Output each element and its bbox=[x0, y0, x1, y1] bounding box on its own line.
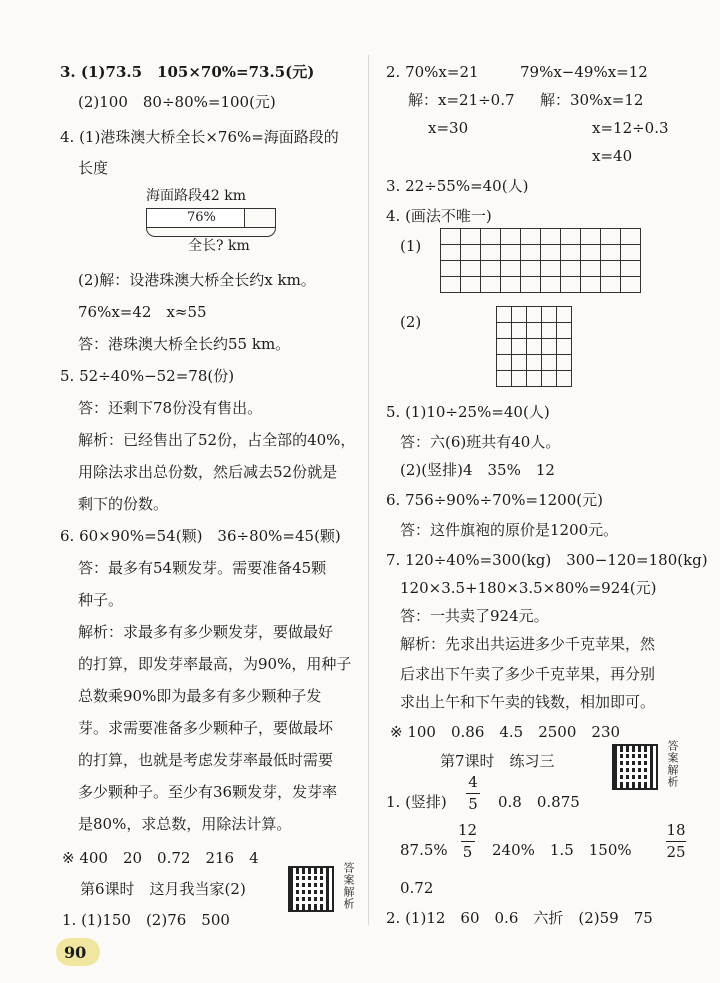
grid-cell bbox=[512, 307, 527, 323]
right-q7-line6: 求出上午和下午卖的钱数，相加即可。 bbox=[400, 693, 656, 711]
left-q6-line1: 6. 60×90%=54(颗) 36÷80%=45(颗) bbox=[60, 527, 341, 545]
grid-cell bbox=[561, 261, 581, 277]
fraction-denominator: 5 bbox=[462, 843, 473, 861]
right-q6-line1: 6. 756÷90%÷70%=1200(元) bbox=[386, 491, 603, 509]
qr-code-icon[interactable] bbox=[612, 744, 658, 790]
fraction-4-5 bbox=[466, 774, 480, 813]
right-q6-line2: 答：这件旗袍的原价是1200元。 bbox=[400, 521, 619, 539]
grid-cell bbox=[557, 355, 572, 371]
grid-cell bbox=[561, 245, 581, 261]
grid-cell bbox=[581, 277, 601, 293]
lesson6-title: 第6课时 这月我当家(2) bbox=[80, 880, 246, 898]
left-q3-line1: 3. (1)73.5 105×70%=73.5(元) bbox=[60, 63, 315, 81]
lesson7-q1-rest: 0.8 0.875 bbox=[498, 793, 580, 811]
right-q4-part2-label: (2) bbox=[400, 313, 422, 331]
grid-cell bbox=[557, 307, 572, 323]
fraction-denominator: 5 bbox=[468, 795, 478, 813]
diagram-percent: 76% bbox=[187, 210, 216, 225]
grid-cell bbox=[527, 323, 542, 339]
lesson7-r2-b: 240% 1.5 150% bbox=[492, 841, 632, 859]
left-q4-line5: 答：港珠澳大桥全长约55 km。 bbox=[78, 335, 291, 353]
grid-cell bbox=[512, 355, 527, 371]
grid-cell bbox=[542, 355, 557, 371]
right-q7-line4: 解析：先求出共运进多少千克苹果，然 bbox=[400, 635, 656, 653]
left-q6-line10: 是80%，求总数，用除法计算。 bbox=[78, 815, 292, 833]
grid-cell bbox=[497, 307, 512, 323]
grid-cell bbox=[512, 339, 527, 355]
grid-cell bbox=[561, 229, 581, 245]
fraction-numerator: 18 bbox=[666, 821, 686, 839]
grid-cell bbox=[512, 323, 527, 339]
grid-cell bbox=[497, 371, 512, 387]
right-q3: 3. 22÷55%=40(人) bbox=[386, 177, 529, 195]
right-q2-b3: x=12÷0.3 bbox=[592, 119, 669, 137]
right-q2-b1: 79%x−49%x=12 bbox=[520, 63, 648, 81]
grid-cell bbox=[521, 245, 541, 261]
lesson7-q2: 2. (1)12 60 0.6 六折 (2)59 75 bbox=[386, 909, 653, 927]
left-q6-line9: 多少颗种子。至少有36颗发芽，发芽率 bbox=[78, 783, 338, 801]
left-q5-line5: 剩下的份数。 bbox=[78, 495, 169, 513]
right-q2-a2: 解：x=21÷0.7 bbox=[408, 91, 515, 109]
right-q4: 4. (画法不唯一) bbox=[386, 207, 492, 225]
left-extra-answers: ※ 400 20 0.72 216 4 bbox=[62, 849, 259, 867]
grid-cell bbox=[542, 307, 557, 323]
left-q5-line3: 解析：已经售出了52份，占全部的40%， bbox=[78, 431, 356, 449]
grid-cell bbox=[527, 371, 542, 387]
grid-cell bbox=[501, 229, 521, 245]
grid-cell bbox=[542, 323, 557, 339]
grid-cell bbox=[541, 229, 561, 245]
hundred-grid-2 bbox=[496, 306, 572, 387]
left-q6-line2: 答：最多有54颗发芽。需要准备45颗 bbox=[78, 559, 327, 577]
right-q2-b2: 解：30%x=12 bbox=[540, 91, 644, 109]
fraction-denominator: 25 bbox=[666, 843, 686, 861]
left-q4-line3: (2)解：设港珠澳大桥全长约x km。 bbox=[78, 271, 316, 289]
fraction-numerator: 4 bbox=[468, 773, 478, 791]
right-extra-answers: ※ 100 0.86 4.5 2500 230 bbox=[390, 723, 621, 741]
grid-cell bbox=[481, 277, 501, 293]
lesson6-side-label: 答案解析 bbox=[342, 862, 355, 910]
grid-cell bbox=[441, 261, 461, 277]
grid-cell bbox=[501, 277, 521, 293]
fraction-12-5 bbox=[458, 822, 477, 861]
grid-cell bbox=[501, 245, 521, 261]
grid-cell bbox=[621, 245, 641, 261]
grid-cell bbox=[581, 245, 601, 261]
grid-cell bbox=[461, 229, 481, 245]
grid-cell bbox=[501, 261, 521, 277]
hundred-grid-1 bbox=[440, 228, 641, 293]
column-divider bbox=[368, 55, 369, 925]
grid-cell bbox=[601, 245, 621, 261]
grid-cell bbox=[541, 277, 561, 293]
right-q7-line2: 120×3.5+180×3.5×80%=924(元) bbox=[400, 579, 657, 597]
grid-cell bbox=[497, 323, 512, 339]
left-q6-line8: 的打算，也就是考虑发芽率最低时需要 bbox=[78, 751, 334, 769]
left-q4-line2: 长度 bbox=[78, 159, 109, 177]
left-q5-line2: 答：还剩下78份没有售出。 bbox=[78, 399, 263, 417]
grid-cell bbox=[621, 261, 641, 277]
grid-cell bbox=[557, 323, 572, 339]
grid-cell bbox=[527, 355, 542, 371]
lesson7-r3: 0.72 bbox=[400, 879, 434, 897]
grid-cell bbox=[521, 229, 541, 245]
lesson7-title: 第7课时 练习三 bbox=[440, 752, 555, 770]
grid-cell bbox=[621, 277, 641, 293]
grid-cell bbox=[581, 229, 601, 245]
right-q4-part1-label: (1) bbox=[400, 237, 422, 255]
grid-cell bbox=[521, 261, 541, 277]
diagram-bar bbox=[146, 208, 276, 228]
diagram-bottom-label: 全长? km bbox=[188, 238, 250, 254]
grid-cell bbox=[557, 371, 572, 387]
lesson7-side-label: 答案解析 bbox=[666, 740, 679, 788]
grid-cell bbox=[441, 229, 461, 245]
grid-cell bbox=[441, 277, 461, 293]
grid-cell bbox=[481, 261, 501, 277]
grid-cell bbox=[512, 371, 527, 387]
qr-code-icon[interactable] bbox=[288, 866, 334, 912]
left-q5-line1: 5. 52÷40%−52=78(份) bbox=[60, 367, 235, 385]
grid-cell bbox=[541, 261, 561, 277]
grid-cell bbox=[601, 229, 621, 245]
right-q5-line3: (2)(竖排)4 35% 12 bbox=[400, 461, 555, 479]
left-q6-line3: 种子。 bbox=[78, 591, 124, 609]
left-q6-line4: 解析：求最多有多少颗发芽，要做最好 bbox=[78, 623, 334, 641]
grid-cell bbox=[461, 245, 481, 261]
grid-cell bbox=[481, 229, 501, 245]
fraction-18-25 bbox=[666, 822, 686, 861]
grid-cell bbox=[527, 339, 542, 355]
fraction-numerator: 12 bbox=[458, 821, 478, 839]
left-q5-line4: 用除法求出总份数，然后减去52份就是 bbox=[78, 463, 338, 481]
right-q7-line3: 答：一共卖了924元。 bbox=[400, 607, 549, 625]
right-q7-line1: 7. 120÷40%=300(kg) 300−120=180(kg) bbox=[386, 551, 708, 569]
lesson7-q1-label: 1. (竖排) bbox=[386, 793, 447, 811]
grid-cell bbox=[542, 371, 557, 387]
page-number: 90 bbox=[64, 943, 87, 962]
left-q3-line2: (2)100 80÷80%=100(元) bbox=[78, 93, 276, 111]
grid-cell bbox=[542, 339, 557, 355]
lesson6-q1: 1. (1)150 (2)76 500 bbox=[62, 911, 230, 929]
grid-cell bbox=[481, 245, 501, 261]
grid-cell bbox=[581, 261, 601, 277]
grid-cell bbox=[557, 339, 572, 355]
grid-cell bbox=[621, 229, 641, 245]
right-q2-a3: x=30 bbox=[428, 119, 469, 137]
right-q2-b4: x=40 bbox=[592, 147, 633, 165]
left-q6-line5: 的打算，即发芽率最高，为90%，用种子 bbox=[78, 655, 352, 673]
left-q4-line1: 4. (1)港珠澳大桥全长×76%=海面路段的 bbox=[60, 128, 339, 146]
diagram-top-label: 海面路段42 km bbox=[146, 188, 247, 204]
right-q7-line5: 后求出下午卖了多少千克苹果，再分别 bbox=[400, 665, 656, 683]
grid-cell bbox=[521, 277, 541, 293]
left-q6-line6: 总数乘90%即为最多有多少颗种子发 bbox=[78, 687, 322, 705]
grid-cell bbox=[541, 245, 561, 261]
grid-cell bbox=[461, 277, 481, 293]
grid-cell bbox=[527, 307, 542, 323]
right-q2-a1: 2. 70%x=21 bbox=[386, 63, 479, 81]
right-q5-line2: 答：六(6)班共有40人。 bbox=[400, 433, 561, 451]
lesson7-r2-a: 87.5% bbox=[400, 841, 448, 859]
grid-cell bbox=[497, 355, 512, 371]
grid-cell bbox=[497, 339, 512, 355]
grid-cell bbox=[461, 261, 481, 277]
grid-cell bbox=[601, 277, 621, 293]
grid-cell bbox=[441, 245, 461, 261]
left-q6-line7: 芽。求需要准备多少颗种子，要做最坏 bbox=[78, 719, 334, 737]
left-q4-line4: 76%x=42 x≈55 bbox=[78, 303, 207, 321]
grid-cell bbox=[601, 261, 621, 277]
right-q5-line1: 5. (1)10÷25%=40(人) bbox=[386, 403, 550, 421]
grid-cell bbox=[561, 277, 581, 293]
